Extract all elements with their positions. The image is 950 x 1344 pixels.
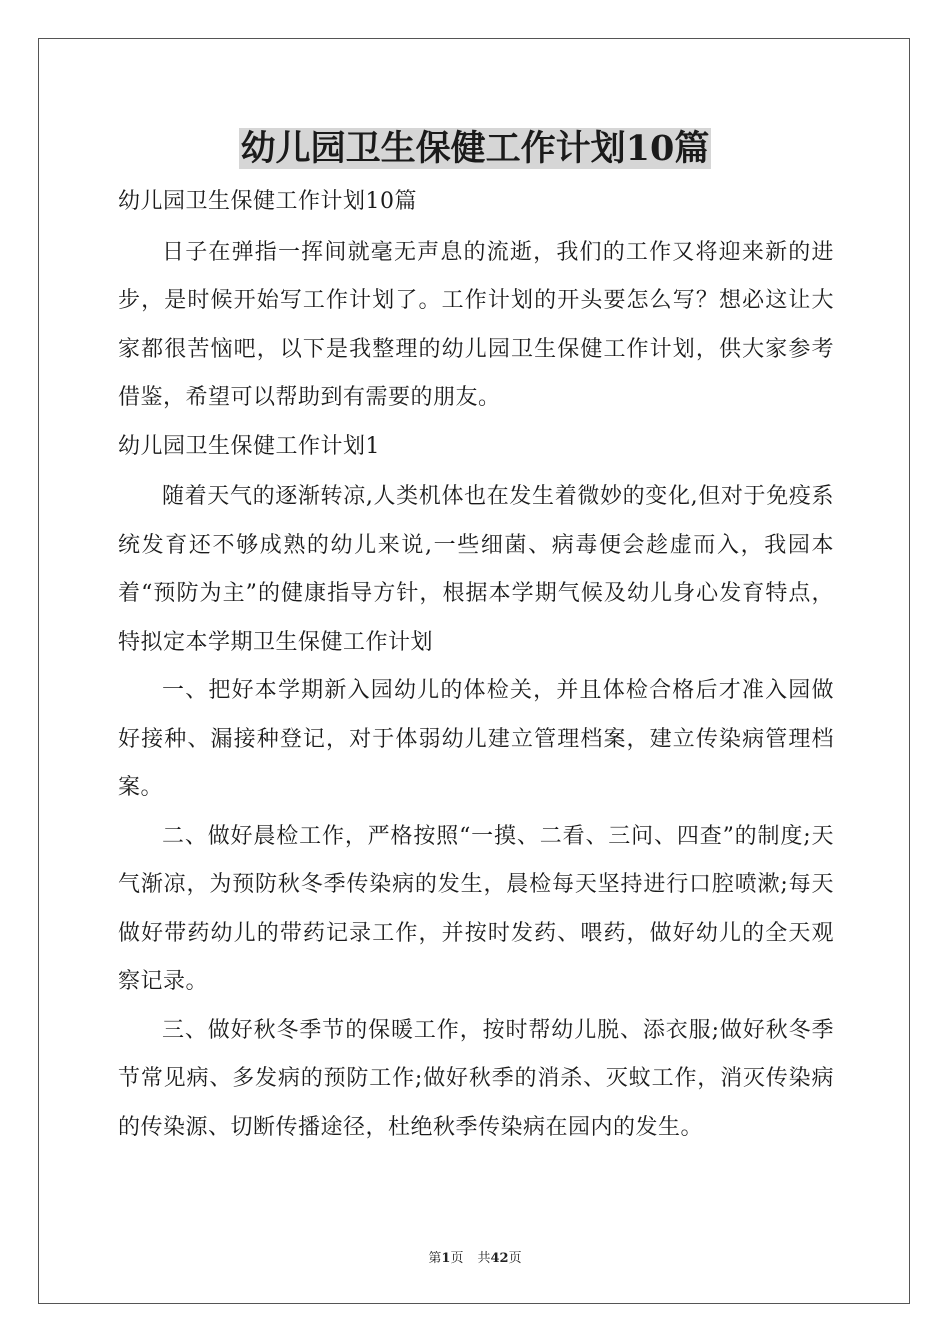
page-number: 1 — [441, 1251, 451, 1266]
page-total: 42 — [490, 1251, 509, 1266]
body-paragraph: 二、做好晨检工作，严格按照“一摸、二看、三问、四查”的制度;天气渐凉，为预防秋冬季传染病的发生，晨检每天坚持进行口腔喷漱;每天做好带药幼儿的带药记录工作，并按时发药、喂药，做好幼儿的全天观察记录。 — [118, 823, 834, 994]
total-suffix: 页 — [508, 1251, 522, 1266]
page-prefix: 第 — [428, 1251, 442, 1266]
intro-paragraph: 日子在弹指一挥间就毫无声息的流逝，我们的工作又将迎来新的进步，是时候开始写工作计划了。工作计划的开头要怎么写？想必这让大家都很苦恼吧，以下是我整理的幼儿园卫生保健工作计划，供大家参考借鉴，希望可以帮助到有需要的朋友。 — [118, 239, 834, 410]
document-body — [118, 178, 834, 1152]
document-subtitle: 幼儿园卫生保健工作计划10篇 — [118, 189, 417, 214]
body-paragraph: 三、做好秋冬季节的保暖工作，按时帮幼儿脱、添衣服;做好秋冬季节常见病、多发病的预防工作;做好秋季的消杀、灭蚊工作，消灭传染病的传染源、切断传播途径，杜绝秋季传染病在园内的发生。 — [118, 1017, 834, 1140]
document-title — [0, 124, 950, 174]
section-heading: 幼儿园卫生保健工作计划1 — [118, 433, 380, 459]
total-prefix: 共 — [477, 1251, 491, 1266]
document-title-text: 幼儿园卫生保健工作计划10篇 — [240, 128, 710, 169]
body-paragraph: 一、把好本学期新入园幼儿的体检关，并且体检合格后才准入园做好接种、漏接种登记，对于体弱幼儿建立管理档案，建立传染病管理档案。 — [118, 678, 834, 800]
page-footer — [0, 1250, 950, 1268]
page-suffix: 页 — [450, 1251, 464, 1266]
body-paragraph: 随着天气的逐渐转凉,人类机体也在发生着微妙的变化,但对于免疫系统发育还不够成熟的幼儿来说,一些细菌、病毒便会趁虚而入，我园本着“预防为主”的健康指导方针，根据本学期气候及幼儿身心发育特点，特拟定本学期卫生保健工作计划 — [118, 484, 834, 655]
